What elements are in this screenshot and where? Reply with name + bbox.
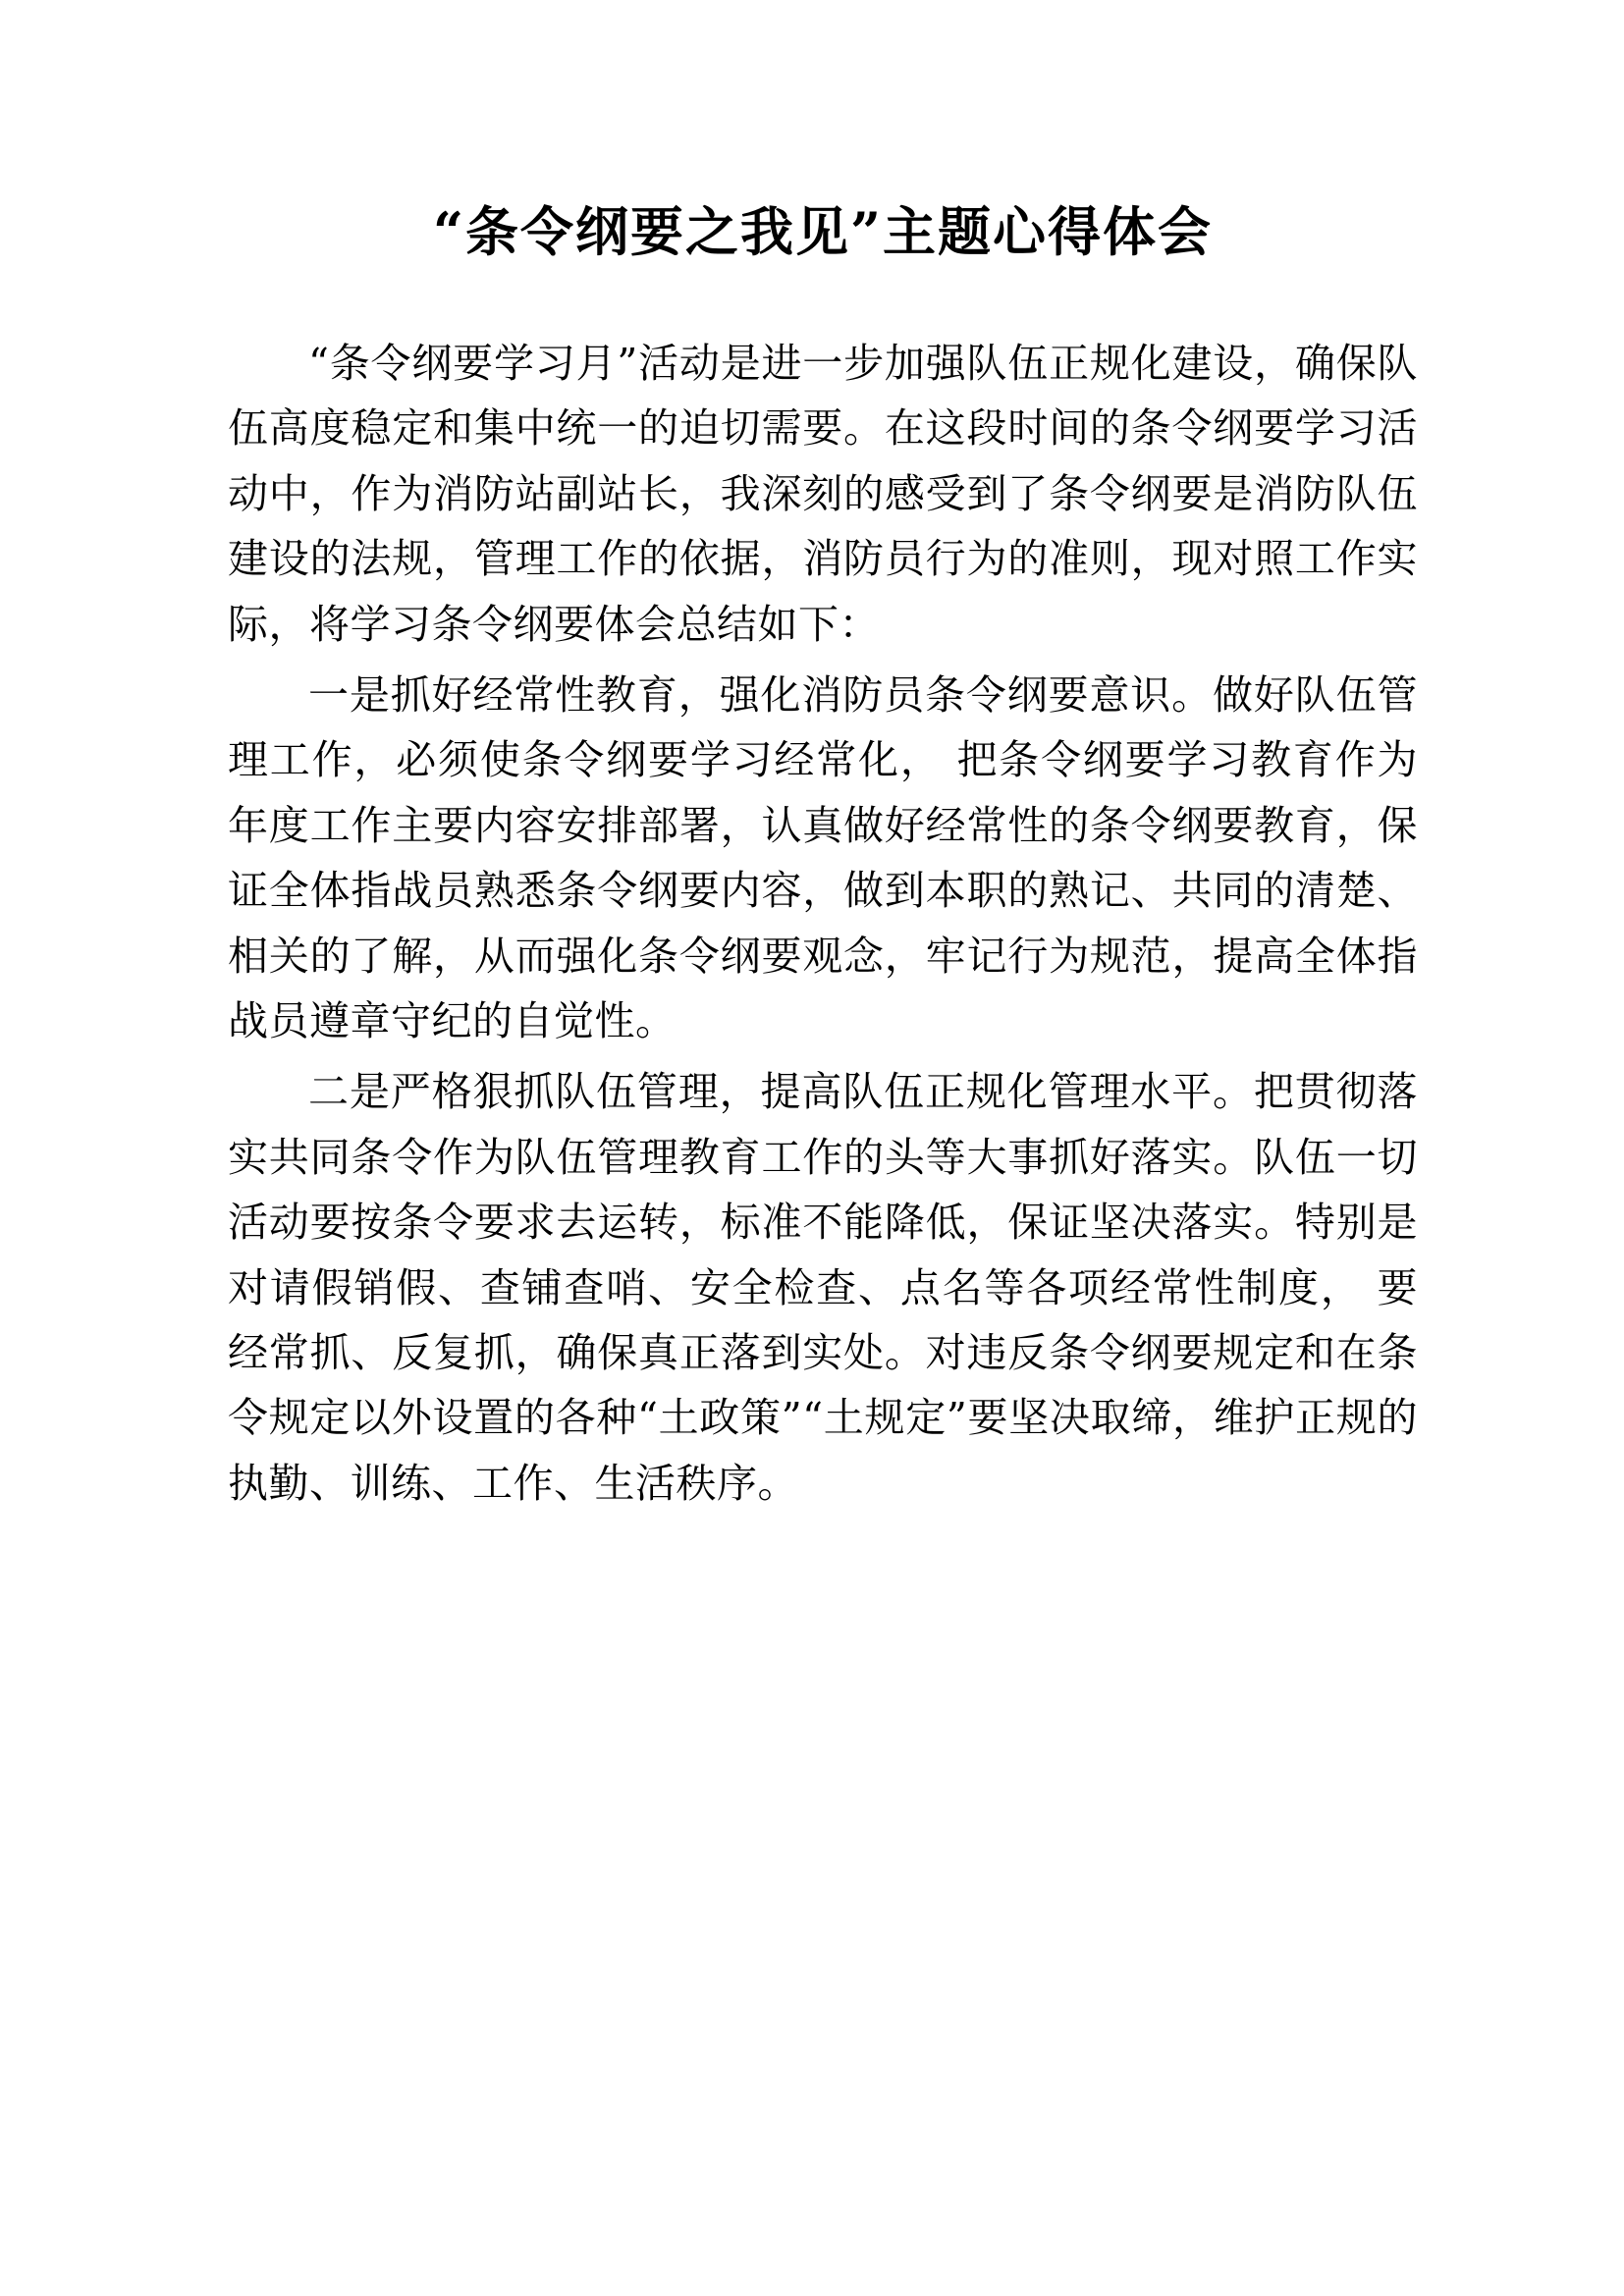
body-paragraph-2: 一是抓好经常性教育，强化消防员条令纲要意识。做好队伍管理工作，必须使条令纲要学习经常化， 把条令纲要学习教育作为年度工作主要内容安排部署，认真做好经常性的条令纲要教育，保证全体指战员熟悉条令纲要内容，做到本职的熟记、共同的清楚、相关的了解，从而强化条令纲要观念，牢记行为规范，提高全体指战员遵章守纪的自觉性。 bbox=[228, 670, 1418, 1044]
page-title: “条令纲要之我见”主题心得体会 bbox=[432, 200, 1214, 263]
body-paragraph-1: “条令纲要学习月”活动是进一步加强队伍正规化建设，确保队伍高度稳定和集中统一的迫切需要。在这段时间的条令纲要学习活动中，作为消防站副站长，我深刻的感受到了条令纲要是消防队伍建设的法规，管理工作的依据，消防员行为的准则，现对照工作实际，将学习条令纲要体会总结如下： bbox=[228, 339, 1418, 648]
body-paragraph-3: 二是严格狠抓队伍管理，提高队伍正规化管理水平。把贯彻落实共同条令作为队伍管理教育工作的头等大事抓好落实。队伍一切活动要按条令要求去运转，标准不能降低，保证坚决落实。特别是对请假销假、查铺查哨、安全检查、点名等各项经常性制度， 要经常抓、反复抓，确保真正落到实处。对违反条令纲要规定和在条令规定以外设置的各种“土政策”“土规定”要坚决取缔，维护正规的执勤、训练、工作、生活秩序。 bbox=[228, 1068, 1418, 1507]
